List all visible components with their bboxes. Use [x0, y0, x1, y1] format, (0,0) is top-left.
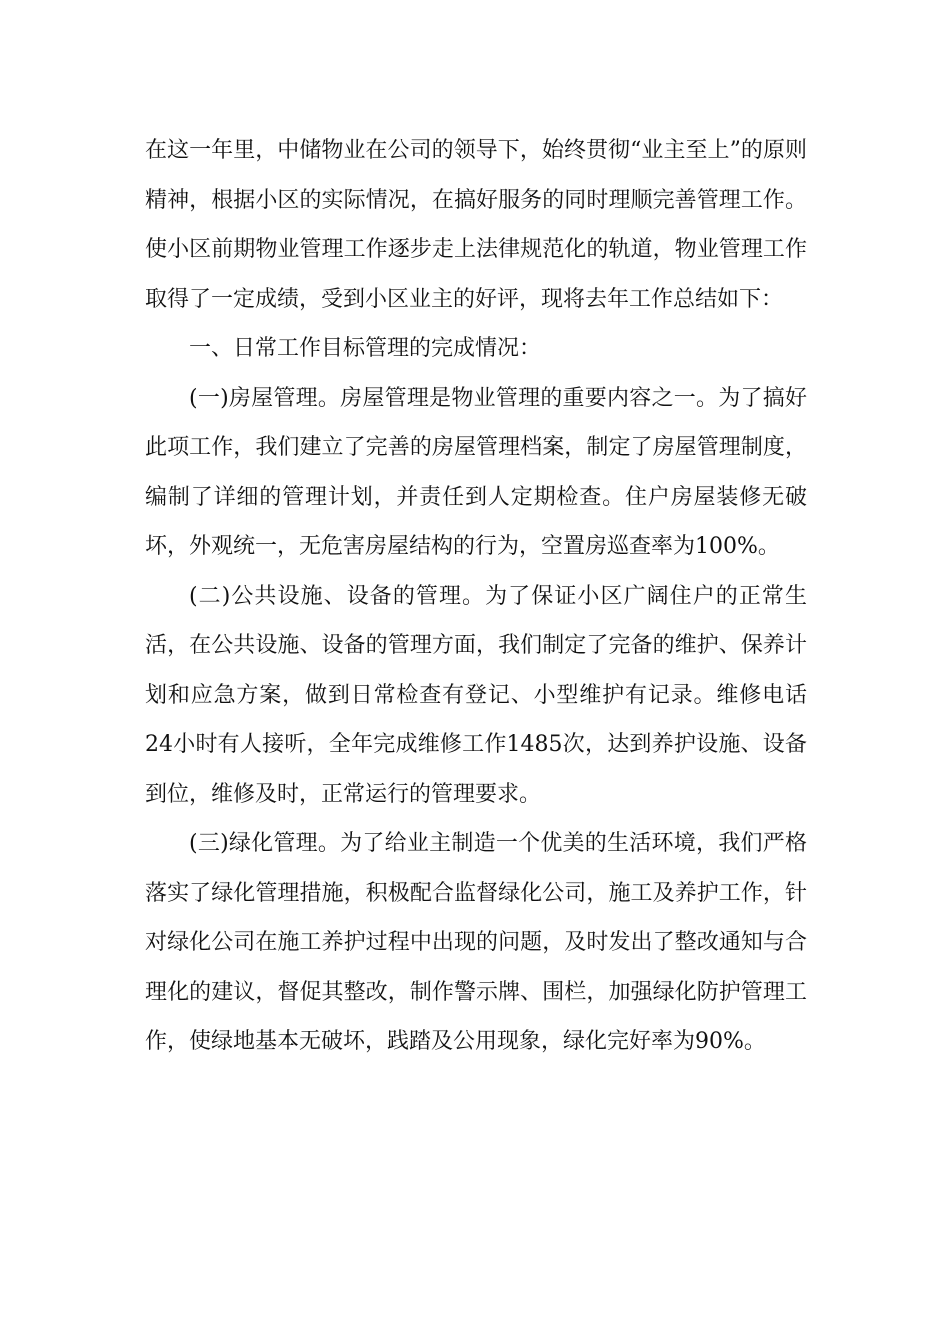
paragraph-housing-management: (一)房屋管理。房屋管理是物业管理的重要内容之一。为了搞好此项工作，我们建立了完善的房屋管理档案，制定了房屋管理制度，编制了详细的管理计划，并责任到人定期检查。住户房屋装修无破坏，外观统一，无危害房屋结构的行为，空置房巡查率为100%。: [145, 385, 807, 559]
section-heading-daily-work: 一、日常工作目标管理的完成情况：: [189, 336, 542, 361]
paragraph-intro: 在这一年里，中储物业在公司的领导下，始终贯彻“业主至上”的原则精神，根据小区的实际情况，在搞好服务的同时理顺完善管理工作。使小区前期物业管理工作逐步走上法律规范化的轨道，物业管理工作取得了一定成绩，受到小区业主的好评，现将去年工作总结如下：: [145, 138, 807, 312]
document-body: [145, 126, 807, 1067]
paragraph-greening-management: (三)绿化管理。为了给业主制造一个优美的生活环境，我们严格落实了绿化管理措施，积极配合监督绿化公司，施工及养护工作，针对绿化公司在施工养护过程中出现的问题，及时发出了整改通知与合理化的建议，督促其整改，制作警示牌、围栏，加强绿化防护管理工作，使绿地基本无破坏，践踏及公用现象，绿化完好率为90%。: [145, 831, 807, 1054]
paragraph-facilities-management: (二)公共设施、设备的管理。为了保证小区广阔住户的正常生活，在公共设施、设备的管理方面，我们制定了完备的维护、保养计划和应急方案，做到日常检查有登记、小型维护有记录。维修电话24小时有人接听，全年完成维修工作1485次，达到养护设施、设备到位，维修及时，正常运行的管理要求。: [145, 583, 807, 807]
